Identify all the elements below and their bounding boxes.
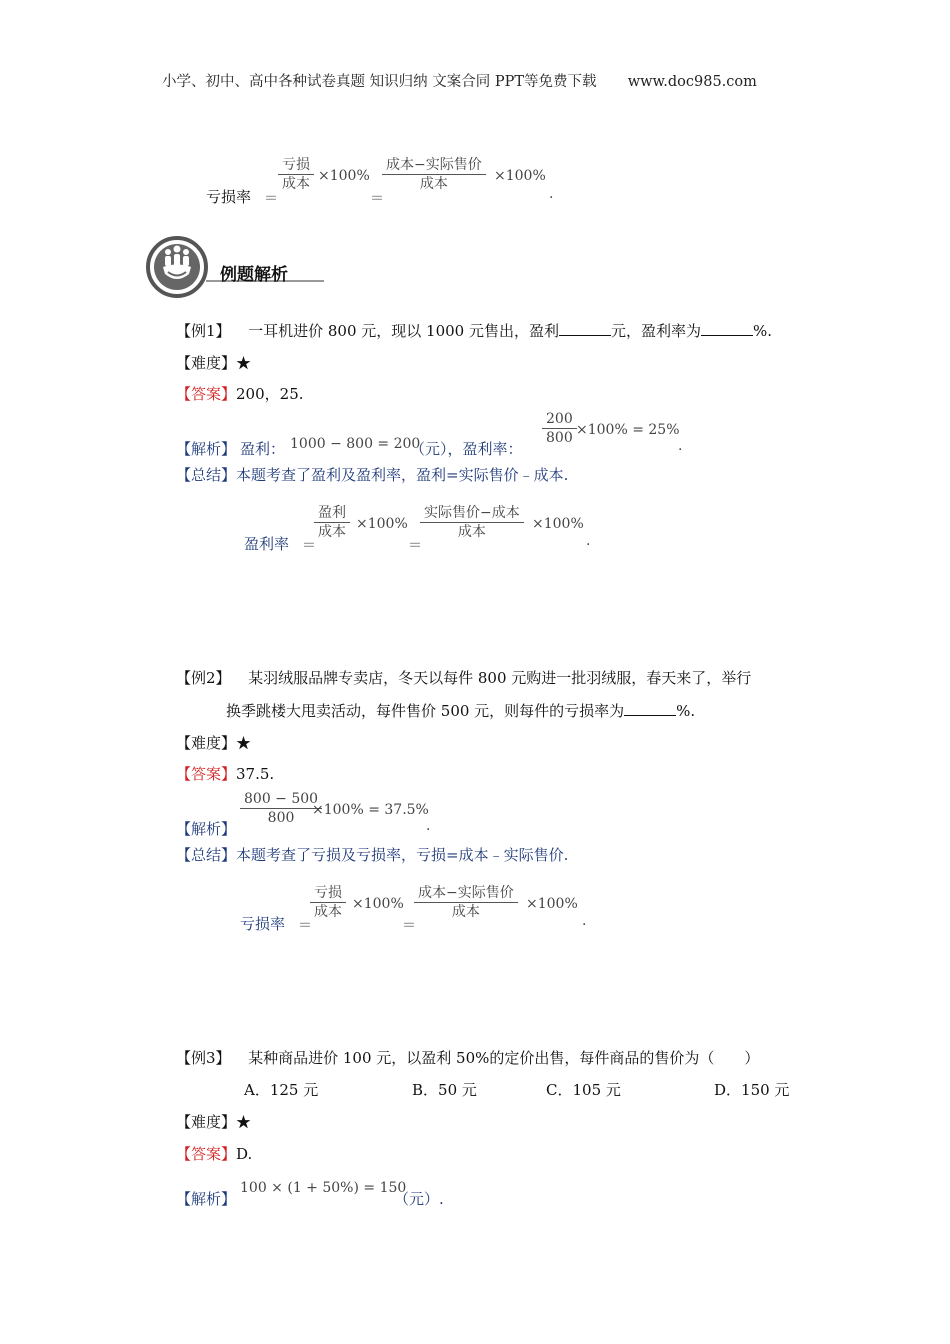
ex1-formula-eq: ＝ [302,538,316,554]
ex3-option-a: A．125 元 [244,1081,319,1099]
section-heading [146,236,326,298]
ex2-fraction-800-500: 800 − 500 800 [240,790,322,827]
ex3-solution-label: 【解析】 [176,1190,237,1208]
ex2-fraction-loss-cost: 亏损 成本 [310,884,346,921]
ex2-difficulty-stars: ★ [236,734,252,752]
section-title: 例题解析 [220,265,288,285]
ex2-formula-eq: ＝ [298,918,312,934]
ex3-option-d: D．150 元 [714,1081,790,1099]
formula-period: . [549,186,554,202]
ex3-option-b: B．50 元 [412,1081,477,1099]
ex1-difficulty-stars: ★ [236,354,252,372]
equals-sign-2: ＝ [370,191,384,207]
ex3-tag: 【例3】 [176,1049,231,1067]
ex1-solution-period: . [678,438,683,454]
ex1-question-part-a: 一耳机进价 800 元，现以 1000 元售出，盈利 [248,322,559,340]
ex1-answer-value: 200，25. [236,385,304,403]
ex2-solution [176,790,476,840]
ex2-summary [176,844,568,865]
ex3-solution [176,1176,476,1216]
ex2-tag: 【例2】 [176,669,231,687]
ex1-difficulty [176,352,251,373]
ex2-difficulty-label: 【难度】 [176,734,237,752]
ex1-formula-label: 盈利率 [244,535,290,553]
ex3-solution-tail: （元）. [394,1190,444,1208]
ex1-profit-rate-formula [244,500,624,560]
ex2-question-text-1: 某羽绒服品牌专卖店，冬天以每件 800 元购进一批羽绒服，春天来了，举行 [248,669,752,687]
times-100-percent-2: ×100% [494,168,546,184]
ex2-summary-text: 本题考查了亏损及亏损率，亏损=成本﹣实际售价. [236,846,569,864]
ex2-formula-times-2: ×100% [526,896,578,912]
ex2-question-line1 [176,667,751,688]
ex1-summary-label: 【总结】 [176,466,237,484]
ex1-blank-1 [559,321,611,336]
ex2-difficulty [176,732,251,753]
ex1-solution [176,410,696,460]
equals-sign: ＝ [264,191,278,207]
ex1-tag: 【例1】 [176,322,231,340]
formula-label: 亏损率 [206,188,252,206]
ex2-answer-value: 37.5. [236,765,275,783]
ex2-formula-eq2: ＝ [402,918,416,934]
ex2-blank [624,701,676,716]
ex3-solution-expr: 100 × (1 + 50%) = 150 [240,1180,407,1196]
ex3-difficulty [176,1111,251,1132]
ex1-solution-profit: 盈利： [240,440,286,458]
fraction-loss-cost: 亏损 成本 [278,156,314,193]
ex2-formula-label: 亏损率 [240,915,286,933]
ex1-blank-2 [701,321,753,336]
ex2-solution-label: 【解析】 [176,820,237,838]
loss-rate-formula [206,150,626,210]
ex2-solution-tail: ×100% = 37.5% [312,802,429,818]
ex2-formula-period: . [582,913,587,929]
ex2-solution-period: . [426,818,431,834]
ex1-answer [176,383,304,404]
ex1-solution-rate: （元），盈利率： [410,440,523,458]
ex3-question-text: 某种商品进价 100 元，以盈利 50%的定价出售，每件商品的售价为（ ） [248,1049,760,1067]
ex2-loss-rate-formula [240,880,620,940]
ex3-answer [176,1143,252,1164]
times-100-percent: ×100% [318,168,370,184]
ex1-formula-times-2: ×100% [532,516,584,532]
ex2-question-line2 [226,700,695,721]
ex2-question-text-3: %. [676,702,696,720]
ex1-summary [176,464,568,485]
ex1-formula-eq2: ＝ [408,538,422,554]
ex2-summary-label: 【总结】 [176,846,237,864]
ex1-solution-label: 【解析】 [176,440,237,458]
fraction-cost-minus-price: 成本−实际售价 成本 [382,156,486,193]
page-header [162,70,757,91]
ex1-question-part-b: 元，盈利率为 [611,322,702,340]
ex2-fraction-cost-minus-price: 成本−实际售价 成本 [414,884,518,921]
ex3-difficulty-stars: ★ [236,1113,252,1131]
header-url: www.doc985.com [627,74,757,90]
ex1-answer-label: 【答案】 [176,385,237,403]
ex3-question [176,1047,759,1068]
ex1-summary-text: 本题考查了盈利及盈利率，盈利=实际售价﹣成本. [236,466,569,484]
ex3-option-c: C．105 元 [546,1081,621,1099]
ex3-answer-value: D. [236,1145,253,1163]
ex2-formula-times: ×100% [352,896,404,912]
ex1-formula-period: . [586,533,591,549]
people-badge-icon [146,236,210,298]
ex2-answer-label: 【答案】 [176,765,237,783]
ex1-question [176,320,772,341]
ex2-answer [176,763,274,784]
ex3-difficulty-label: 【难度】 [176,1113,237,1131]
ex1-formula-times: ×100% [356,516,408,532]
ex1-solution-tail: ×100% = 25% [576,422,680,438]
ex2-question-text-2: 换季跳楼大甩卖活动，每件售价 500 元，则每件的亏损率为 [226,702,625,720]
header-text: 小学、初中、高中各种试卷真题 知识归纳 文案合同 PPT等免费下载 [162,74,597,90]
ex1-fraction-price-minus-cost: 实际售价−成本 成本 [420,504,524,541]
ex1-fraction-profit-cost: 盈利 成本 [314,504,350,541]
ex1-question-part-c: %. [753,322,773,340]
ex1-solution-expr: 1000 − 800 = 200 [290,436,421,452]
ex1-difficulty-label: 【难度】 [176,354,237,372]
ex3-answer-label: 【答案】 [176,1145,237,1163]
ex1-fraction-200-800: 200 800 [542,410,577,447]
